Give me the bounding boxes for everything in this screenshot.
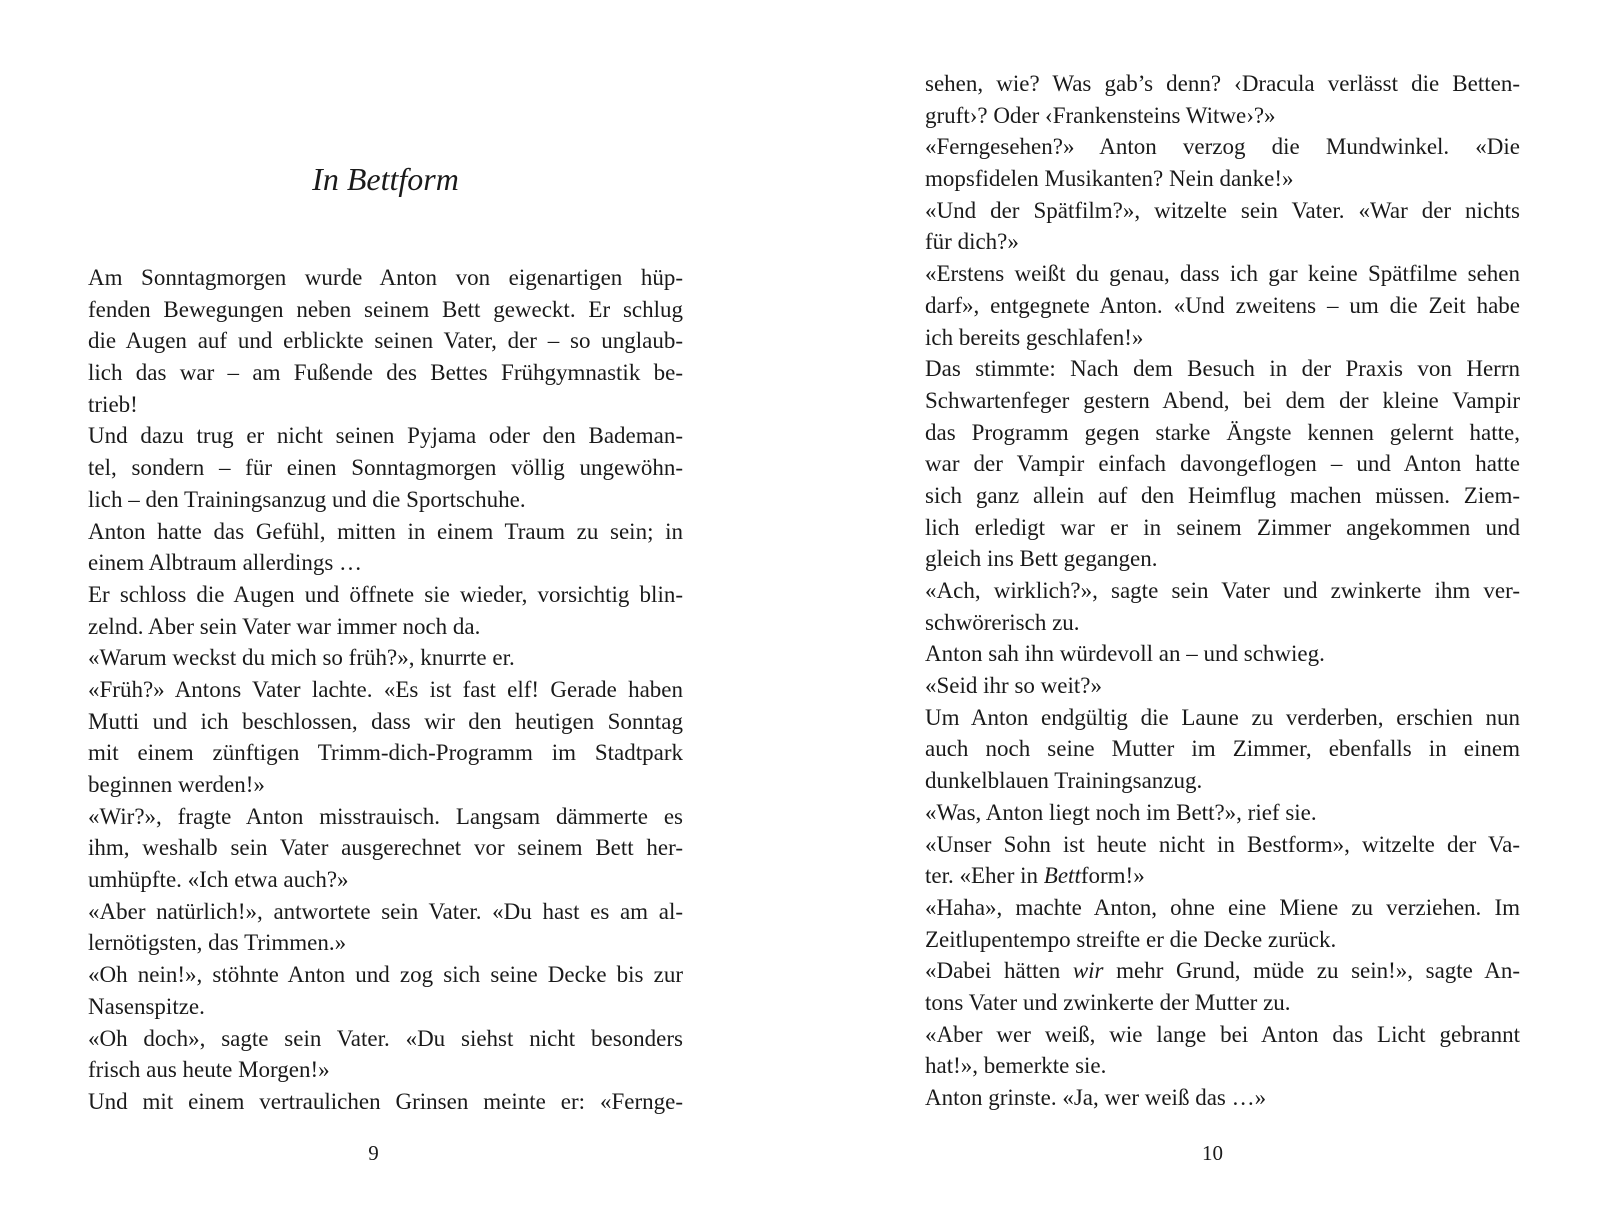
text-line: «Oh nein!», stöhnte Anton und zog sich seine Decke bis zur <box>88 962 683 988</box>
text-line: lernötigsten, das Trimmen.» <box>88 930 347 956</box>
text-line: darf», entgegnete Anton. «Und zweitens – um die Zeit habe <box>925 292 1520 318</box>
text-line: ich bereits geschlafen!» <box>925 324 1144 350</box>
text-line: «Aber wer weiß, wie lange bei Anton das Licht gebrannt <box>925 1021 1520 1047</box>
text-line: zelnd. Aber sein Vater war immer noch da. <box>88 613 481 639</box>
text-line: trieb! <box>88 391 138 417</box>
chapter-title: In Bettform <box>312 161 459 197</box>
text-line: Am Sonntagmorgen wurde Anton von eigenartigen hüp- <box>88 265 683 290</box>
text-line: «Aber natürlich!», antwortete sein Vater. «Du hast es am al- <box>88 898 683 924</box>
text-line: «Früh?» Antons Vater lachte. «Es ist fast elf! Gerade haben <box>88 676 683 702</box>
emphasis: wir <box>1072 958 1104 984</box>
text-line: «Wir?», fragte Anton misstrauisch. Langsam dämmerte es <box>88 803 683 829</box>
text-line: hat!», bemerkte sie. <box>925 1053 1107 1079</box>
text-line: tel, sondern – für einen Sonntagmorgen völlig ungewöhn- <box>88 455 683 481</box>
text-line: Das stimmte: Nach dem Besuch in der Praxis von Herrn <box>925 356 1520 382</box>
text-line: dunkelblauen Trainingsanzug. <box>925 768 1203 794</box>
text-line: lich das war – am Fußende des Bettes Frühgymnastik be- <box>88 360 683 386</box>
text-line: beginnen werden!» <box>88 772 265 797</box>
text-line: «Warum weckst du mich so früh?», knurrte er. <box>88 645 515 671</box>
text-line: sehen, wie? Was gab’s denn? ‹Dracula verlässt die Betten- <box>925 71 1520 96</box>
text-line: Um Anton endgültig die Laune zu verderben, erschien nun <box>925 704 1520 730</box>
text-line: gleich ins Bett gegangen. <box>925 546 1158 572</box>
left-page-text <box>88 262 683 1118</box>
page-number-left: 9 <box>368 1141 379 1165</box>
text-line: lich erledigt war er in seinem Zimmer angekommen und <box>925 514 1520 540</box>
right-page-text <box>925 68 1520 1114</box>
text-line: Er schloss die Augen und öffnete sie wieder, vorsichtig blin- <box>88 581 683 607</box>
text-line: «Oh doch», sagte sein Vater. «Du siehst nicht besonders <box>88 1025 683 1051</box>
text-line: mopsfidelen Musikanten? Nein danke!» <box>925 166 1294 192</box>
text-line: «Ach, wirklich?», sagte sein Vater und zwinkerte ihm ver- <box>925 578 1520 603</box>
text-line: einem Albtraum allerdings … <box>88 550 363 576</box>
text-line: «Ferngesehen?» Anton verzog die Mundwinkel. «Die <box>925 134 1520 160</box>
text-line: «Was, Anton liegt noch im Bett?», rief sie. <box>925 799 1317 825</box>
text-line: schwörerisch zu. <box>925 609 1080 635</box>
text-line: das Programm gegen starke Ängste kennen gelernt hatte, <box>925 419 1520 445</box>
page-number-right: 10 <box>1202 1141 1223 1165</box>
text-line: war der Vampir einfach davongeflogen – und Anton hatte <box>925 451 1520 477</box>
text-line: Und mit einem vertraulichen Grinsen meinte er: «Fernge- <box>88 1088 683 1114</box>
text-line: «Dabei hätten wir mehr Grund, müde zu sein!», sagte An- <box>925 958 1520 984</box>
text-line: Schwartenfeger gestern Abend, bei dem der kleine Vampir <box>925 387 1520 413</box>
right-page <box>925 0 1520 1216</box>
text-line: frisch aus heute Morgen!» <box>88 1057 330 1083</box>
text-line: «Und der Spätfilm?», witzelte sein Vater. «War der nichts <box>925 197 1520 223</box>
text-line: ihm, weshalb sein Vater ausgerechnet vor seinem Bett her- <box>88 835 683 861</box>
text-line: umhüpfte. «Ich etwa auch?» <box>88 867 349 893</box>
text-line: ter. «Eher in Bettform!» <box>925 863 1145 889</box>
text-line: Anton sah ihn würdevoll an – und schwieg. <box>925 641 1325 667</box>
text-line: für dich?» <box>925 229 1019 255</box>
text-line: auch noch seine Mutter im Zimmer, ebenfalls in einem <box>925 736 1520 762</box>
left-page <box>88 0 683 1216</box>
text-line: Anton grinste. «Ja, wer weiß das …» <box>925 1085 1267 1110</box>
text-line: Zeitlupentempo streifte er die Decke zurück. <box>925 926 1337 952</box>
text-line: mit einem zünftigen Trimm-dich-Programm im Stadtpark <box>88 740 683 766</box>
text-line: «Erstens weißt du genau, dass ich gar keine Spätfilme sehen <box>925 261 1520 287</box>
text-line: tons Vater und zwinkerte der Mutter zu. <box>925 989 1291 1015</box>
text-line: Und dazu trug er nicht seinen Pyjama oder den Bademan- <box>88 423 683 449</box>
text-line: Anton hatte das Gefühl, mitten in einem Traum zu sein; in <box>88 518 683 544</box>
text-line: die Augen auf und erblickte seinen Vater, der – so unglaub- <box>88 328 683 354</box>
text-line: lich – den Trainingsanzug und die Sportschuhe. <box>88 486 526 512</box>
text-line: Nasenspitze. <box>88 993 205 1019</box>
text-line: «Unser Sohn ist heute nicht in Bestform», witzelte der Va- <box>925 831 1520 857</box>
emphasis: Bett <box>1043 863 1081 889</box>
text-line: fenden Bewegungen neben seinem Bett geweckt. Er schlug <box>88 296 683 322</box>
text-line: gruft›? Oder ‹Frankensteins Witwe›?» <box>925 102 1276 128</box>
text-line: sich ganz allein auf den Heimflug machen müssen. Ziem- <box>925 482 1520 508</box>
text-line: Mutti und ich beschlossen, dass wir den heutigen Sonntag <box>88 708 683 734</box>
text-line: «Seid ihr so weit?» <box>925 673 1102 699</box>
text-line: «Haha», machte Anton, ohne eine Miene zu verziehen. Im <box>925 894 1520 920</box>
